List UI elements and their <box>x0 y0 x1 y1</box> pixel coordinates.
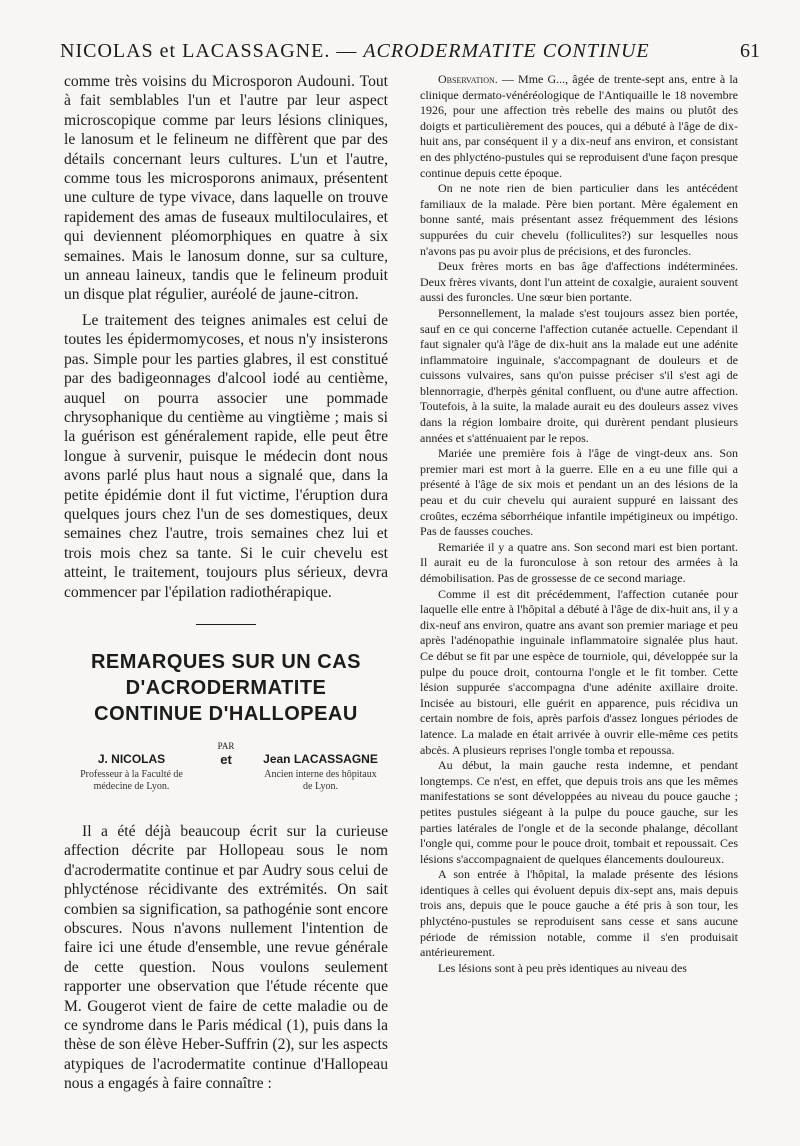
author-affiliation: médecine de Lyon. <box>93 781 170 793</box>
left-column <box>64 72 388 1094</box>
section-divider <box>196 624 256 625</box>
article-title-line-1: REMARQUES SUR UN CAS <box>90 650 362 673</box>
paragraph-siblings: Deux frères morts en bas âge d'affections indéterminées. Deux frères vivants, dont l'un atteint de coxalgie, auraient souvent aussi des furoncles. Une sœur bien portante. <box>420 259 738 305</box>
article-title-line-3: CONTINUE D'HALLOPEAU <box>94 702 358 725</box>
paragraph-microsporon: comme très voisins du Microsporon Audouni. Tout à fait semblables l'un et l'autre par leur aspect microscopique comme par leurs lésions cliniques, le lanosum et le felineum ne diffèrent que par des détails concernant leurs cultures. L'un et l'autre, comme tous les microsporons animaux, présentent une culture de type vivace, dans laquelle on trouve rapidement des amas de fuseaux multiloculaires, et qui deviennent pléomorphiques en quatre à six semaines. Mais le lanosum donne, sur sa culture, un anneau laineux, tandis que le felineum produit un disque plat régulier, auréolé de jaune-citron. <box>64 73 388 304</box>
paragraph-observation <box>420 72 738 181</box>
header-authors: NICOLAS et LACASSAGNE. <box>60 40 331 62</box>
author-lacassagne <box>253 750 388 793</box>
page-number: 61 <box>740 40 760 62</box>
paragraph-admission: A son entrée à l'hôpital, la malade présente des lésions identiques à celles qui évoluent depuis dix-sept ans, mais depuis trois ans, depuis que le pouce gauche a été pris à son tour, les phlycténo-pustules se reproduisent sans cesse et sans aucune période de rémission notable, comme il s'en produisait antérieurement. <box>420 867 738 960</box>
observation-text: — Mme G..., âgée de trente-sept ans, entre à la clinique dermato-vénéréologique de l'Antiquaille le 18 novembre 1926, pour une affection très rebelle des mains ou plutôt des doigts et particulièrement des pouces, qui a débuté à l'âge de dix-huit ans, par conséquent il y a dix-neuf ans environ, et consistant en des phlycténo-pustules qui se reproduisent d'une façon presque continue depuis cette époque. <box>420 72 738 180</box>
author-affiliation: Ancien interne des hôpitaux <box>264 769 377 781</box>
author-conjunction: et <box>220 751 232 767</box>
paragraph-second-marriage: Remariée il y a quatre ans. Son second mari est bien portant. Il aurait eu de la furonculose à son retour des armées à la démobilisation. Pas de grossesse de ce second mariage. <box>420 539 738 585</box>
article-title <box>64 649 388 727</box>
paragraph-lesions: Les lésions sont à peu près identiques au niveau des <box>438 960 687 975</box>
author-affiliation: Professeur à la Faculté de <box>80 769 183 781</box>
running-header <box>60 40 760 70</box>
article-title-line-2: D'ACRODERMATITE <box>125 676 327 699</box>
header-separator: — <box>336 40 358 62</box>
paragraph-left-hand: Au début, la main gauche resta indemne, et pendant longtemps. Ce n'est, en effet, que depuis trois ans que les mêmes manifestations se sont développées au niveau du pouce gauche ; petites pustules siégeant à la pulpe du pouce gauche, sur les parties latérales de l'ongle et de la seconde phalange, décollant l'ongle qui, comme pour le pouce droit, tombait et repoussait. Ces lésions s'accompagnaient de quelques élancements douloureux. <box>420 758 738 866</box>
paragraph-introduction: Il a été déjà beaucoup écrit sur la curieuse affection décrite par Hollopeau sous le nom d'acrodermatite continue et par Audry sous celui de phlycténose récidivante des extrémités. On sait combien sa signification, sa pathogénie sont encore obscures. Nous n'avons nullement l'intention de faire ici une étude d'ensemble, une revue générale de cette question. Nous voulons seulement rapporter une observation que l'étude récente que M. Gougerot vient de faire de cette maladie ou de ce syndrome dans le Paris médical (1), puis dans la thèse de son élève Heber-Suffrin (2), sur les aspects atypiques de l'acrodermatite continue d'Hallopeau nous a engagés à faire connaître : <box>64 822 388 1093</box>
by-label: PAR <box>217 740 235 751</box>
paragraph-personal-history: Personnellement, la malade s'est toujours assez bien portée, sauf en ce qui concerne l'affection cutanée actuelle. Cependant il faut signaler qu'à l'âge de dix-huit ans la malade eut une adénite inflammatoire inguinale, s'accompagnant de douleurs et de cuissons vulvaires, sans qu'on puisse préciser s'il s'est agi de blennorragie, d'herpès génital confluent, ou d'une autre affection. Toutefois, à la suite, la malade aurait eu des douleurs assez vives dans la région lombaire droite, qui durèrent pendant plusieurs années et s'atténuaient par le repos. <box>420 305 738 445</box>
author-name: J. NICOLAS <box>97 751 166 766</box>
author-name: Jean LACASSAGNE <box>263 751 378 766</box>
right-column <box>420 72 738 976</box>
running-title <box>60 40 650 63</box>
paragraph-first-marriage: Mariée une première fois à l'âge de vingt-deux ans. Son premier mari est mort à la guerre. Elle en a eu une fille qui a présenté à l'âge de six mois et pendant un an des lésions de la peau et du cuir chevelu qui auraient suppuré en laissant des croûtes, eczéma séborrhéique infantile impétigineux ou impétigo. Pas de fausses couches. <box>420 446 738 539</box>
paragraph-family-history: On ne note rien de bien particulier dans les antécédent familiaux de la malade. Père bien portant. Mère également en bonne santé, mais présentant assez fréquemment des lésions suppurées du cuir chevelu (folliculites?) sur lesquelles nous n'avons pas pu avoir plus de précisions, et des furoncles. <box>420 181 738 258</box>
observation-label: Observation. <box>438 72 498 86</box>
paragraph-onset: Comme il est dit précédemment, l'affection cutanée pour laquelle elle entre à l'hôpital a débuté à l'âge de dix-huit ans, il y a dix-neuf ans environ, quatre ans avant son premier mariage et peu après l'adénopathie inguinale inflammatoire signalée plus haut. Ce début se fit par une espèce de tourniole, qui, développée sur la pulpe du pouce droit, contourna l'ongle et le fit tomber. Cette lésion suppurée s'accompagna d'une adénite axillaire droite. Incisée au bistouri, elle guérit en apparence, puis récidiva un certain nombre de fois, après parfois d'assez longues périodes de latence. La malade en était arrivée à ouvrir elle-même ces petits abcès. A plusieurs reprises l'ongle tomba et repoussa. <box>420 586 738 757</box>
author-affiliation: de Lyon. <box>303 781 338 793</box>
paragraph-treatment: Le traitement des teignes animales est celui de toutes les épidermomycoses, et nous n'y insisterons pas. Simple pour les parties glabres, il est constitué par des badigeonnages d'alcool iodé au centième, auquel on pourra associer une pommade chrysophanique du centième au vingtième ; mais si la guérison est généralement rapide, elle peut être longue à survenir, puisque le médecin dont nous avons parlé plus haut nous a signalé que, dans la petite épidémie dont il fut victime, l'éruption dura quelques jours chez l'un de ses domestiques, deux semaines chez l'autre, trois semaines chez lui et trois mois chez sa tante. Si le cuir chevelu est atteint, le traitement, toujours plus sérieux, devra commencer par l'épilation radiothérapique. <box>64 311 388 601</box>
header-subtitle: ACRODERMATITE CONTINUE <box>363 40 650 62</box>
author-block <box>64 750 388 802</box>
